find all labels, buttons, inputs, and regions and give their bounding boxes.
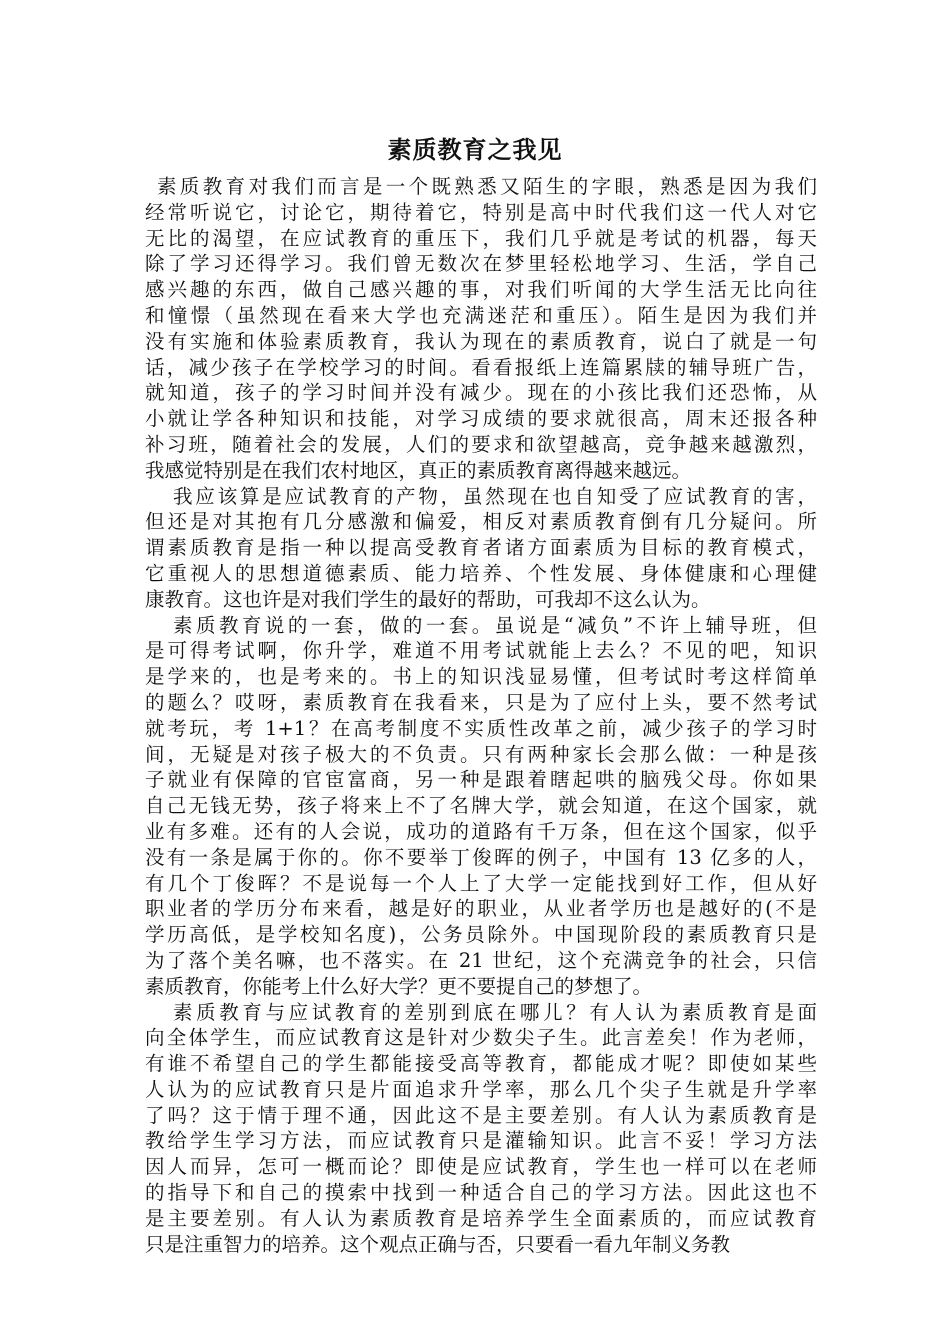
paragraph bbox=[145, 484, 817, 613]
paragraph-line: 是主要差别。有人认为素质教育是培养学生全面素质的，而应试教育 bbox=[145, 1206, 817, 1230]
paragraph-line: 但还是对其抱有几分感激和偏爱，相反对素质教育倒有几分疑问。所 bbox=[145, 510, 817, 534]
paragraph-line: 康教育。这也许是对我们学生的最好的帮助，可我却不这么认为。 bbox=[145, 587, 711, 611]
paragraph-line: 子就业有保障的官宦富商，另一种是跟着瞎起哄的脑残父母。你如果 bbox=[145, 768, 817, 792]
paragraph-line: 素质教育，你能考上什么好大学？更不要提自己的梦想了。 bbox=[145, 974, 653, 998]
paragraph-line: 补习班，随着社会的发展，人们的要求和欲望越高，竞争越来越激烈， bbox=[145, 432, 817, 456]
paragraph-line: 有谁不希望自己的学生都能接受高等教育，都能成才呢？即使如某些 bbox=[145, 1052, 817, 1076]
paragraph-line: 是可得考试啊，你升学，难道不用考试就能上去么？不见的吧，知识 bbox=[145, 639, 817, 663]
paragraph-line: 的题么？哎呀，素质教育在我看来，只是为了应付上头，要不然考试 bbox=[145, 690, 817, 714]
paragraph-line: 有几个丁俊晖？不是说每一个人上了大学一定能找到好工作，但从好 bbox=[145, 871, 817, 895]
paragraph bbox=[145, 1000, 817, 1258]
paragraph-line: 就考玩，考 1+1？在高考制度不实质性改革之前，减少孩子的学习时 bbox=[145, 716, 817, 740]
paragraph-line: 为了落个美名嘛，也不落实。在 21 世纪，这个充满竞争的社会，只信 bbox=[145, 948, 817, 972]
paragraph-line: 我感觉特别是在我们农村地区，真正的素质教育离得越来越远。 bbox=[145, 458, 692, 482]
paragraph-line: 感兴趣的东西，做自己感兴趣的事，对我们听闻的大学生活无比向往 bbox=[145, 278, 817, 302]
paragraph-line: 职业者的学历分布来看，越是好的职业，从业者学历也是越好的(不是 bbox=[145, 897, 817, 921]
paragraph-line: 素质教育说的一套，做的一套。虽说是“减负”不许上辅导班，但 bbox=[173, 613, 817, 637]
paragraph-line: 没有一条是属于你的。你不要举丁俊晖的例子，中国有 13 亿多的人， bbox=[145, 845, 817, 869]
paragraph-line: 无比的渴望，在应试教育的重压下，我们几乎就是考试的机器，每天 bbox=[145, 226, 817, 250]
paragraph-line: 谓素质教育是指一种以提高受教育者诸方面素质为目标的教育模式， bbox=[145, 536, 817, 560]
paragraph-line: 教给学生学习方法，而应试教育只是灌输知识。此言不妥！学习方法 bbox=[145, 1129, 817, 1153]
paragraph-line: 就知道，孩子的学习时间并没有减少。现在的小孩比我们还恐怖，从 bbox=[145, 381, 817, 405]
paragraph-line: 小就让学各种知识和技能，对学习成绩的要求就很高，周末还报各种 bbox=[145, 407, 817, 431]
paragraph bbox=[145, 174, 817, 484]
document-body bbox=[145, 174, 817, 1257]
paragraph bbox=[145, 613, 817, 1000]
paragraph-line: 的指导下和自己的摸索中找到一种适合自己的学习方法。因此这也不 bbox=[145, 1181, 817, 1205]
document-title: 素质教育之我见 bbox=[387, 135, 563, 164]
paragraph-line: 我应该算是应试教育的产物，虽然现在也自知受了应试教育的害， bbox=[173, 484, 817, 508]
paragraph-line: 没有实施和体验素质教育，我认为现在的素质教育，说白了就是一句 bbox=[145, 329, 817, 353]
paragraph-line: 自己无钱无势，孩子将来上不了名牌大学，就会知道，在这个国家，就 bbox=[145, 794, 817, 818]
paragraph-line: 除了学习还得学习。我们曾无数次在梦里轻松地学习、生活，学自己 bbox=[145, 252, 817, 276]
paragraph-line: 了吗？这于情于理不通，因此这不是主要差别。有人认为素质教育是 bbox=[145, 1103, 817, 1127]
paragraph-line: 素质教育与应试教育的差别到底在哪儿？有人认为素质教育是面 bbox=[173, 1000, 817, 1024]
paragraph-line: 素质教育对我们而言是一个既熟悉又陌生的字眼，熟悉是因为我们 bbox=[157, 175, 817, 198]
paragraph-line: 只是注重智力的培养。这个观点正确与否，只要看一看九年制义务教 bbox=[145, 1232, 731, 1256]
paragraph-line: 学历高低，是学校知名度)，公务员除外。中国现阶段的素质教育只是 bbox=[145, 923, 817, 947]
paragraph-line: 间，无疑是对孩子极大的不负责。只有两种家长会那么做：一种是孩 bbox=[145, 742, 817, 766]
paragraph-line: 人认为的应试教育只是片面追求升学率，那么几个尖子生就是升学率 bbox=[145, 1077, 817, 1101]
paragraph-line: 和憧憬（虽然现在看来大学也充满迷茫和重压）。陌生是因为我们并 bbox=[145, 303, 817, 327]
paragraph-line: 它重视人的思想道德素质、能力培养、个性发展、身体健康和心理健 bbox=[145, 561, 817, 585]
paragraph-line: 话，减少孩子在学校学习的时间。看看报纸上连篇累牍的辅导班广告， bbox=[145, 355, 817, 379]
paragraph-line: 是学来的，也是考来的。书上的知识浅显易懂，但考试时考这样简单 bbox=[145, 665, 817, 689]
paragraph-line: 业有多难。还有的人会说，成功的道路有千万条，但在这个国家，似乎 bbox=[145, 819, 817, 843]
paragraph-line: 因人而异，怎可一概而论？即使是应试教育，学生也一样可以在老师 bbox=[145, 1155, 817, 1179]
paragraph-line: 向全体学生，而应试教育这是针对少数尖子生。此言差矣！作为老师， bbox=[145, 1026, 817, 1050]
paragraph-line: 经常听说它，讨论它，期待着它，特别是高中时代我们这一代人对它 bbox=[145, 200, 817, 224]
